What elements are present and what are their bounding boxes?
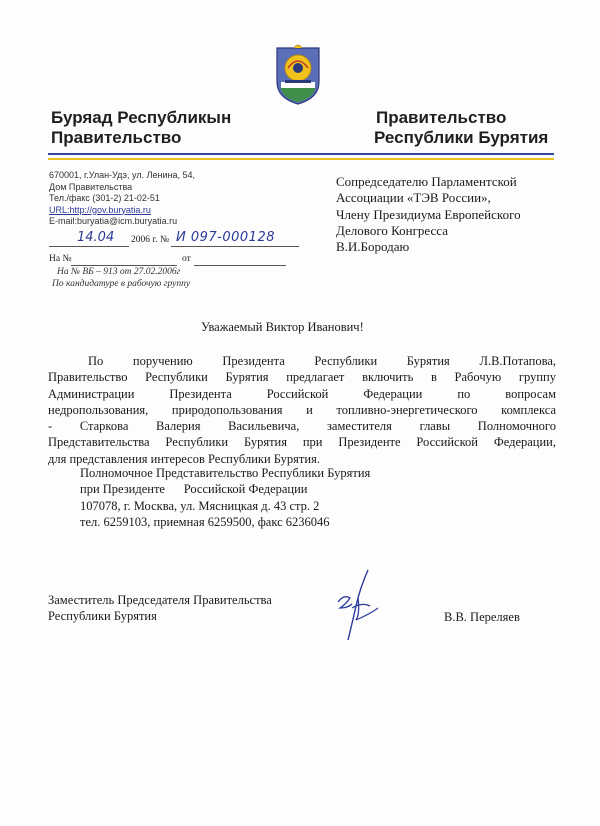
coat-of-arms-icon (273, 42, 323, 106)
from-underline (194, 265, 286, 266)
contact-line: Полномочное Представительство Республики Бурятия (80, 466, 371, 480)
outgoing-number: И 097-000128 (176, 230, 275, 245)
body-line: - Старкова Валерия Васильевича, заместителя главы Полномочного (48, 419, 556, 434)
email-address: E-mail:buryatia@icm.buryatia.ru (49, 216, 178, 226)
outgoing-date-number (49, 230, 299, 248)
letterhead-right-title-line2: Республики Бурятия (374, 128, 549, 147)
signer-position-line: Республики Бурятия (48, 609, 157, 624)
address-line: Дом Правительства (49, 181, 133, 192)
body-line: Администрации Президента Российской Федерации по вопросам (48, 386, 556, 401)
body-line: для представления интересов Республики Бурятия. (48, 451, 320, 466)
recipient-line: Ассоциации «ТЭВ России», (336, 190, 491, 206)
recipient-line: Сопредседателю Парламентской (336, 174, 517, 189)
letter-body (48, 353, 556, 467)
header-stripe-blue (48, 153, 554, 155)
outgoing-year-label: 2006 г. № (131, 235, 170, 245)
salutation: Уважаемый Виктор Иванович! (201, 320, 364, 334)
phone-fax: Тел./факс (301-2) 21-02-51 (49, 193, 160, 203)
body-line: По поручению Президента Республики Бурятия Л.В.Потапова, (88, 354, 556, 368)
recipient-name: В.И.Бородаю (336, 239, 410, 255)
letter-subject: По кандидатуре в рабочую группу (52, 279, 191, 289)
body-line: Правительство Республики Бурятия предлагает включить в Рабочую группу (48, 370, 556, 385)
number-underline (171, 246, 299, 247)
letterhead-right-title-line1: Правительство (376, 108, 507, 127)
letterhead-left-title-line2: Правительство (51, 128, 182, 147)
contact-line: при Президенте Российской Федерации (80, 482, 308, 497)
reference-block (52, 266, 191, 290)
recipient-line: Делового Конгресса (336, 222, 448, 238)
sender-address (49, 170, 195, 228)
date-underline (49, 246, 129, 247)
letterhead-left-title (51, 108, 231, 148)
signer-position-line: Заместитель Председателя Правительства (48, 593, 272, 607)
recipient-block (336, 174, 521, 255)
header-stripe-yellow (48, 158, 554, 160)
website-link[interactable]: URL:http://gov.buryatia.ru (49, 204, 151, 215)
outgoing-date: 14.04 (77, 230, 115, 245)
on-number-label: На № (49, 254, 72, 264)
body-line: недропользования, природопользования и топливно-энергетического комплекса (48, 402, 556, 417)
letterhead-right-title (374, 108, 548, 148)
contact-address: 107078, г. Москва, ул. Мясницкая д. 43 стр. 2 (80, 498, 320, 513)
signer-position (48, 592, 272, 625)
address-line: 670001, г.Улан-Удэ, ул. Ленина, 54, (49, 170, 195, 180)
representation-contact (80, 465, 370, 530)
handwritten-signature (330, 568, 390, 643)
contact-phones: тел. 6259103, приемная 6259500, факс 6236046 (80, 514, 330, 529)
letterhead-left-title-line1: Буряад Республикын (51, 108, 232, 127)
recipient-line: Члену Президиума Европейского (336, 206, 521, 222)
signer-name: В.В. Переляев (444, 610, 520, 624)
reference-number: На № ВБ – 913 от 27.02.2006г (57, 267, 181, 277)
body-line: Представительства Республики Бурятия при Президенте Российской Федерации, (48, 435, 556, 450)
from-label: от (182, 254, 191, 264)
